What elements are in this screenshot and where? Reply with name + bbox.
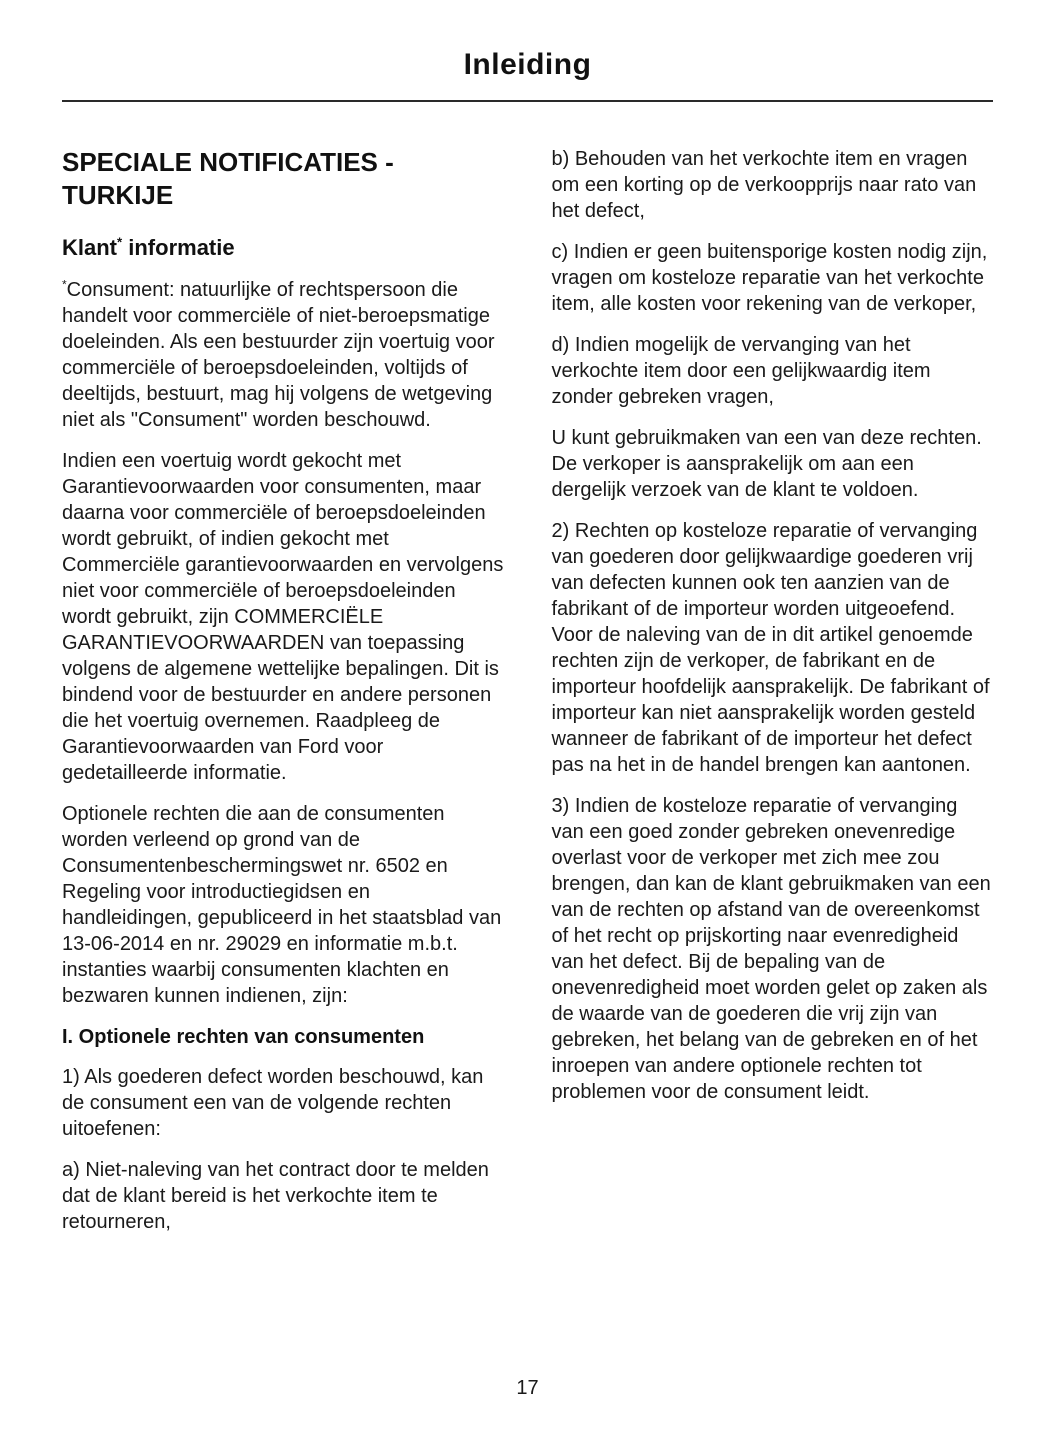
page-header xyxy=(62,48,993,102)
body-paragraph: 3) Indien de kosteloze reparatie of vervanging van een goed zonder gebreken onevenredige overlast voor de verkoper met zich mee zou brengen, dan kan de klant gebruikmaken van een van de rechten op afstand van de overeenkomst of het recht op prijskorting naar evenredigheid van het defect. Bij de bepaling van de onevenredigheid moet worden gelet op zaken als de waarde van de goederen die vrij zijn van gebreken, het belang van de gebreken en of het inroepen van andere optionele rechten tot problemen voor de consument leidt. xyxy=(551,795,991,1103)
section-heading: SPECIALE NOTIFICATIES - TURKIJE xyxy=(62,147,394,210)
sub-heading-rest: informatie xyxy=(122,235,235,260)
body-paragraph: 1) Als goederen defect worden beschouwd, kan de consument een van de volgende rechten uitoefenen: xyxy=(62,1066,484,1140)
two-column-body xyxy=(62,146,993,1250)
body-paragraph: b) Behouden van het verkochte item en vragen om een korting op de verkoopprijs naar rato van het defect, xyxy=(551,148,977,222)
sub-heading-asterisk: * xyxy=(117,234,123,250)
body-paragraph: a) Niet-naleving van het contract door te melden dat de klant bereid is het verkochte item te retourneren, xyxy=(62,1159,489,1233)
body-paragraph: c) Indien er geen buitensporige kosten nodig zijn, vragen om kosteloze reparatie van het verkochte item, alle kosten voor rekening van de verkoper, xyxy=(551,241,988,315)
footnote-text: Consument: natuurlijke of rechtspersoon die handelt voor commerciële of niet-beroepsmatige doeleinden. Als een bestuurder zijn voertuig voor commerciële of beroepsdoeleinden, voltijds of deeltijds, bestuurt, mag hij volgens de wetgeving niet als "Consument" worden beschouwd. xyxy=(62,279,495,431)
page-number: 17 xyxy=(516,1377,539,1399)
body-paragraph: Optionele rechten die aan de consumenten worden verleend op grond van de Consumentenbeschermingswet nr. 6502 en Regeling voor introductiegidsen en handleidingen, gepubliceerd in het staatsblad van 13-06-2014 en nr. 29029 en informatie m.b.t. instanties waarbij consumenten klachten en bezwaren kunnen indienen, zijn: xyxy=(62,803,502,1007)
page-title: Inleiding xyxy=(463,48,592,81)
body-paragraph: d) Indien mogelijk de vervanging van het verkochte item door een gelijkwaardig item zonder gebreken vragen, xyxy=(551,334,931,408)
left-column xyxy=(62,146,504,1250)
list-heading: I. Optionele rechten van consumenten xyxy=(62,1026,425,1048)
footnote-paragraph xyxy=(62,277,504,433)
body-paragraph: 2) Rechten op kosteloze reparatie of vervanging van goederen door gelijkwaardige goederen vrij van defecten kunnen ook ten aanzien van de fabrikant of de importeur worden uitgeoefend. Voor de naleving van de in dit artikel genoemde rechten zijn de verkoper, de fabrikant en de importeur hoofdelijk aansprakelijk. De fabrikant of importeur kan niet aansprakelijk worden gesteld wanneer de fabrikant of de importeur het defect pas na het in de handel brengen kan aantonen. xyxy=(551,520,990,776)
body-paragraph: U kunt gebruikmaken van een van deze rechten. De verkoper is aansprakelijk om aan een dergelijk verzoek van de klant te voldoen. xyxy=(551,427,982,501)
sub-heading-base: Klant xyxy=(62,235,117,260)
sub-heading xyxy=(62,235,504,261)
header-rule xyxy=(62,100,993,102)
page-footer xyxy=(0,1377,1055,1400)
body-paragraph: Indien een voertuig wordt gekocht met Garantievoorwaarden voor consumenten, maar daarna voor commerciële of beroepsdoeleinden wordt gebruikt, of indien gekocht met Commerciële garantievoorwaarden en vervolgens niet voor commerciële of beroepsdoeleinden wordt gebruikt, zijn COMMERCIËLE GARANTIEVOORWAARDEN van toepassing volgens de algemene wettelijke bepalingen. Dit is bindend voor de bestuurder en andere personen die het voertuig overnemen. Raadpleeg de Garantievoorwaarden van Ford voor gedetailleerde informatie. xyxy=(62,450,504,784)
footnote-asterisk: * xyxy=(62,277,67,292)
right-column xyxy=(552,146,994,1250)
